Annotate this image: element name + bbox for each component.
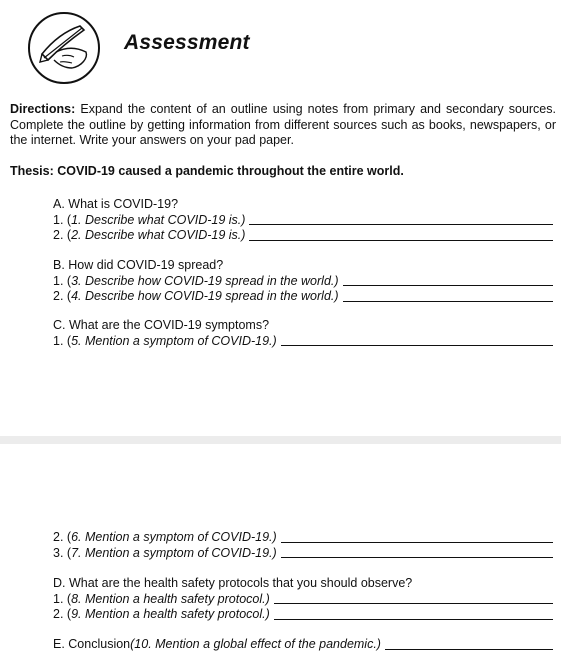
assessment-header (28, 12, 328, 92)
item-number: 1. ( (53, 333, 72, 348)
item-prompt: 1. Describe what COVID-19 is.) (71, 212, 246, 227)
item-prompt: 3. Describe how COVID-19 spread in the world.) (71, 273, 339, 288)
outline-item (53, 546, 553, 562)
page-break-divider (0, 436, 561, 444)
outline-item (53, 530, 553, 546)
answer-blank-line[interactable] (249, 223, 553, 225)
answer-blank-line[interactable] (274, 618, 553, 620)
answer-blank-line[interactable] (281, 344, 553, 346)
item-number: 1. ( (53, 591, 72, 606)
answer-blank-line[interactable] (343, 284, 553, 286)
item-prompt: 7. Mention a symptom of COVID-19.) (71, 545, 277, 560)
section-c-heading: C. What are the COVID-19 symptoms? (53, 318, 270, 332)
section-c-continued (53, 530, 553, 561)
answer-blank-line[interactable] (343, 300, 553, 302)
section-e (53, 637, 553, 653)
section-c (53, 318, 553, 349)
section-d (53, 576, 553, 623)
section-d-heading: D. What are the health safety protocols that you should observe? (53, 576, 413, 590)
outline-item (53, 607, 553, 623)
item-number: 1. ( (53, 212, 72, 227)
section-a-heading: A. What is COVID-19? (53, 197, 179, 211)
item-prompt: 8. Mention a health safety protocol.) (71, 591, 270, 606)
item-prompt: 9. Mention a health safety protocol.) (71, 607, 270, 621)
answer-blank-line[interactable] (249, 239, 553, 241)
item-prompt: 5. Mention a symptom of COVID-19.) (71, 333, 277, 348)
section-a (53, 197, 553, 244)
answer-blank-line[interactable] (281, 556, 553, 558)
outline-item (53, 228, 553, 244)
item-number: 2. ( (53, 228, 72, 242)
item-prompt: 2. Describe what COVID-19 is.) (71, 228, 246, 242)
item-prompt: 4. Describe how COVID-19 spread in the world.) (71, 289, 339, 303)
item-prompt: 6. Mention a symptom of COVID-19.) (71, 530, 277, 544)
item-prompt: (10. Mention a global effect of the pandemic.) (130, 637, 381, 651)
outline-item (53, 334, 553, 350)
directions-paragraph (10, 102, 556, 149)
answer-blank-line[interactable] (281, 541, 553, 543)
directions-text: Expand the content of an outline using notes from primary and secondary sources. Complete the outline by getting information from different sources such as books, newspapers, or the internet. Write your answers on your pad paper. (10, 102, 556, 147)
outline-item (53, 274, 553, 290)
outline-item (53, 213, 553, 229)
page-title: Assessment (124, 31, 250, 54)
item-number: 2. ( (53, 289, 72, 303)
outline-item (53, 637, 553, 653)
outline-item (53, 592, 553, 608)
item-number: 2. ( (53, 530, 72, 544)
section-e-label: E. Conclusion (53, 637, 131, 651)
hand-writing-pen-icon (28, 12, 100, 84)
thesis-statement: Thesis: COVID-19 caused a pandemic throughout the entire world. (10, 164, 404, 178)
item-number: 1. ( (53, 273, 72, 288)
answer-blank-line[interactable] (385, 648, 553, 650)
item-number: 3. ( (53, 545, 72, 560)
section-b (53, 258, 553, 305)
answer-blank-line[interactable] (274, 602, 553, 604)
section-b-heading: B. How did COVID-19 spread? (53, 258, 224, 272)
outline-item (53, 289, 553, 305)
directions-label: Directions: (10, 102, 76, 116)
item-number: 2. ( (53, 607, 72, 621)
